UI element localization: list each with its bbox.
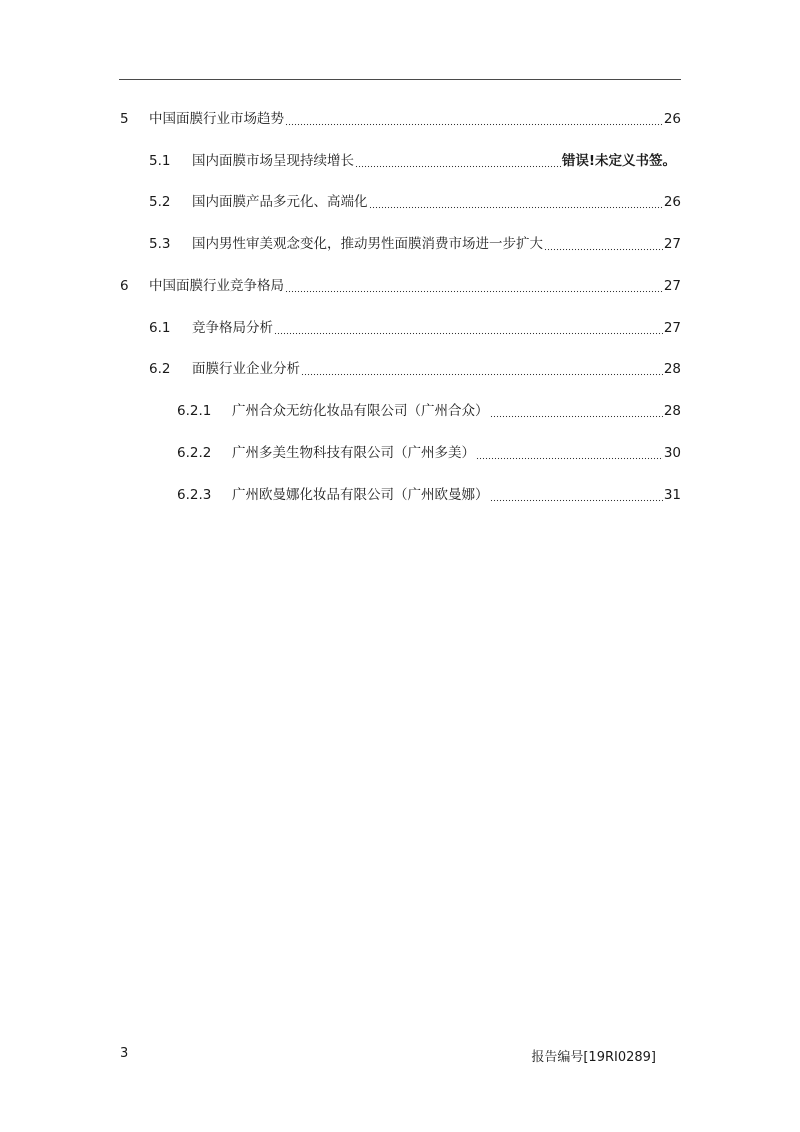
dot-leader — [301, 359, 663, 379]
toc-page-error: 错误!未定义书签。 — [561, 153, 676, 169]
header-rule — [119, 79, 681, 80]
dot-leader — [490, 401, 663, 421]
dot-leader — [369, 192, 663, 212]
toc-number: 6.2.1 — [177, 403, 212, 419]
toc-page-number: 27 — [663, 278, 681, 294]
toc-entry-5-3[interactable] — [0, 234, 800, 254]
toc-number: 6.2.3 — [177, 487, 212, 503]
toc-title: 广州合众无纺化妆品有限公司（广州合众） — [232, 403, 489, 419]
dot-leader — [285, 276, 663, 296]
footer-report-id: 报告编号[19RI0289] — [531, 1050, 656, 1065]
toc-page-number: 28 — [663, 361, 681, 377]
toc-number: 6.1 — [149, 320, 171, 336]
toc-title: 广州多美生物科技有限公司（广州多美） — [232, 445, 475, 461]
toc-page-number: 26 — [663, 194, 681, 210]
toc-entry-6-2-1[interactable] — [0, 401, 800, 421]
toc-page-number: 27 — [663, 320, 681, 336]
toc-title: 中国面膜行业市场趋势 — [149, 111, 284, 127]
dot-leader — [490, 485, 663, 505]
toc-title: 国内面膜市场呈现持续增长 — [192, 153, 354, 169]
toc-number: 6 — [120, 278, 129, 294]
toc-entry-5-2[interactable] — [0, 192, 800, 212]
dot-leader — [544, 234, 663, 254]
toc-title: 广州欧曼娜化妆品有限公司（广州欧曼娜） — [232, 487, 489, 503]
toc-number: 5 — [120, 111, 129, 127]
toc-entry-6-2[interactable] — [0, 359, 800, 379]
toc-page-number: 31 — [663, 487, 681, 503]
toc-title: 中国面膜行业竞争格局 — [149, 278, 284, 294]
toc-title: 国内面膜产品多元化、高端化 — [192, 194, 368, 210]
toc-number: 5.1 — [149, 153, 171, 169]
dot-leader — [285, 109, 663, 129]
toc-number: 6.2.2 — [177, 445, 212, 461]
toc-entry-6-2-3[interactable] — [0, 485, 800, 505]
toc-title: 面膜行业企业分析 — [192, 361, 300, 377]
dot-leader — [476, 443, 663, 463]
dot-leader — [355, 151, 561, 171]
toc-page-number: 26 — [663, 111, 681, 127]
toc-entry-6-2-2[interactable] — [0, 443, 800, 463]
toc-entry-5-1[interactable] — [0, 151, 800, 171]
footer-page-number: 3 — [120, 1046, 129, 1061]
dot-leader — [274, 318, 663, 338]
toc-page-number: 30 — [663, 445, 681, 461]
toc-page-number: 27 — [663, 236, 681, 252]
toc-entry-6-1[interactable] — [0, 318, 800, 338]
toc-number: 6.2 — [149, 361, 171, 377]
toc-number: 5.2 — [149, 194, 171, 210]
toc-entry-6[interactable] — [0, 276, 800, 296]
toc-number: 5.3 — [149, 236, 171, 252]
toc-entry-5[interactable] — [0, 109, 800, 129]
toc-title: 竞争格局分析 — [192, 320, 273, 336]
toc-title: 国内男性审美观念变化，推动男性面膜消费市场进一步扩大 — [192, 236, 543, 252]
toc-page-number: 28 — [663, 403, 681, 419]
